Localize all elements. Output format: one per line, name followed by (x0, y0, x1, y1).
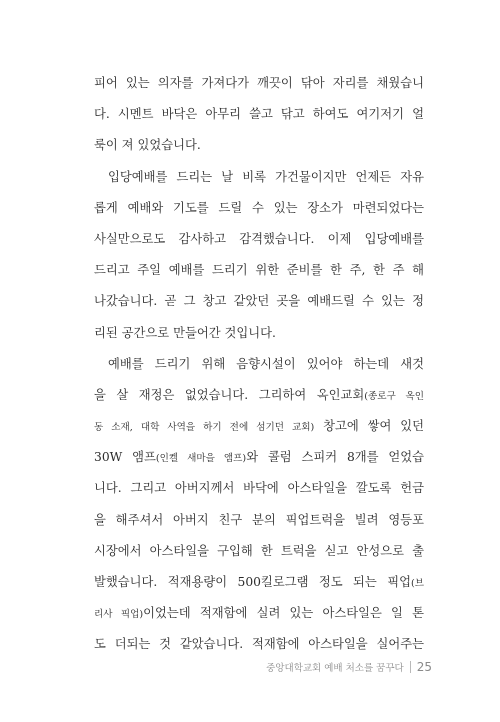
text-line: 사실만으로도 감사하고 감격했습니다. 이제 입당예배를 (94, 231, 424, 246)
text-line: 나갔습니다. 곧 그 창고 같았던 곳을 예배드릴 수 있는 정 (94, 294, 424, 309)
text-line: 롭게 예배와 기도를 드릴 수 있는 장소가 마련되었다는 (94, 200, 424, 215)
text-line: 룩이 져 있었습니다. (94, 138, 201, 153)
text-run: 발했습니다. 적재용량이 500킬로그램 정도 되는 픽업 (94, 575, 411, 589)
text-run: 30W 앰프 (94, 450, 156, 465)
text-run: 이었는데 적재함에 실려 있는 아스타일은 일 톤 (143, 606, 424, 621)
text-run: 창고에 쌓여 있던 (314, 419, 424, 434)
text-line (94, 567, 424, 598)
aside-text: (브 (410, 578, 424, 589)
text-line (94, 380, 424, 411)
footer-divider (410, 661, 411, 673)
text-line: 시장에서 아스타일을 구입해 한 트럭을 싣고 안성으로 출 (94, 543, 424, 558)
aside-text: (종로구 옥인 (364, 390, 424, 402)
page-number: 25 (416, 660, 432, 674)
text-line: 리된 공간으로 만들어간 것입니다. (94, 325, 276, 340)
aside-text: 리사 픽업) (94, 609, 144, 621)
text-line: 드리고 주일 예배를 드리기 위한 준비를 한 주, 한 주 해 (94, 263, 424, 278)
text-run: 을 살 재정은 없었습니다. 그리하여 옥인교회 (94, 387, 365, 402)
text-line: 다. 시멘트 바닥은 아무리 쓸고 닦고 하여도 여기저기 얼 (94, 107, 424, 122)
aside-text: 동 소재, 대학 사역을 하기 전에 섬기던 교회) (94, 422, 315, 434)
text-line: 도 더되는 것 같았습니다. 적재함에 아스타일을 실어주는 (94, 637, 424, 652)
text-line (94, 598, 424, 629)
text-line: 예배를 드리기 위해 음향시설이 있어야 하는데 새것 (108, 356, 424, 371)
text-line: 피어 있는 의자를 가져다가 깨끗이 닦아 자리를 채웠습니 (94, 76, 424, 90)
aside-text: (인켈 새마을 앰프) (155, 453, 247, 465)
text-line (94, 442, 424, 473)
text-run: 와 콜럼 스피커 8개를 얻었습 (246, 450, 424, 465)
text-line: 을 해주셔서 아버지 친구 분의 픽업트럭을 빌려 영등포 (94, 512, 424, 527)
text-line: 입당예배를 드리는 날 비록 가건물이지만 언제든 자유 (108, 169, 424, 184)
running-title: 중앙대학교회 예배 처소를 꿈꾸다 (266, 663, 404, 674)
body-text (94, 68, 424, 661)
page-footer (266, 660, 432, 674)
text-line: 니다. 그리고 아버지께서 바닥에 아스타일을 깔도록 헌금 (94, 481, 424, 496)
text-line (94, 411, 424, 442)
